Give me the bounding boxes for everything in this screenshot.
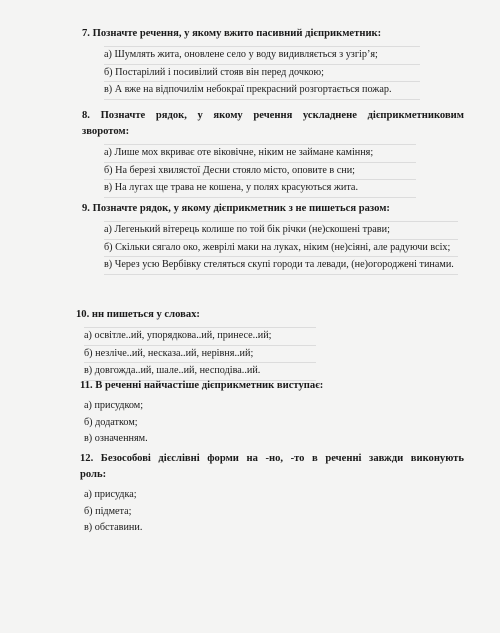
answer-options <box>104 144 416 198</box>
question-title-line1: 8. Позначте рядок, у якому речення ускладнене дієприкметниковим <box>82 110 464 121</box>
answer-option: а) Шумлять жита, оновлене село у воду видивляється з узгір’я; <box>104 47 420 65</box>
answer-option: а) присудка; <box>84 489 137 500</box>
answer-option: в) обставини. <box>84 522 143 533</box>
answer-option: а) Легенький вітерець колише по той бік річки (не)скошені трави; <box>104 222 458 240</box>
question-9 <box>0 201 500 275</box>
answer-options <box>84 398 284 448</box>
answer-option: в) означенням. <box>84 433 148 444</box>
question-title-line2: роль: <box>80 469 107 480</box>
question-12 <box>0 451 500 537</box>
answer-option: б) Постарілий і посивілий стояв він перед дочкою; <box>104 65 420 83</box>
question-7 <box>0 26 500 100</box>
question-title-line2: зворотом: <box>82 126 130 137</box>
answer-options <box>84 487 284 537</box>
answer-option: а) присудком; <box>84 400 144 411</box>
answer-options <box>104 46 420 100</box>
answer-options <box>84 327 316 381</box>
answer-option: б) Скільки сягало око, жеврілі маки на луках, ніким (не)сіяні, але радуючи всіх; <box>104 240 458 258</box>
answer-option: б) додатком; <box>84 416 138 428</box>
answer-option: в) На лугах ще трава не кошена, у полях красуються жита. <box>104 182 358 193</box>
question-8 <box>0 108 500 198</box>
answer-option: б) підмета; <box>84 505 132 517</box>
answer-option: а) освітле..ий, упорядкова..ий, принесе..ий; <box>84 328 316 346</box>
question-title: 7. Позначте речення, у якому вжито пасивний дієприкметник: <box>82 28 382 39</box>
answer-option: в) Через усю Вербівку стеляться скупі городи та левади, (не)огороджені тинами. <box>104 259 454 270</box>
question-title: 9. Позначте рядок, у якому дієприкметник з не пишеться разом: <box>82 203 390 214</box>
question-title-line1: 12. Безособові дієслівні форми на -но, -то в реченні завжди виконують <box>80 453 464 464</box>
answer-option: в) А вже на відпочилім небокраї прекрасний розгортається пожар. <box>104 84 392 95</box>
answer-option: а) Лише мох вкриває оте віковічне, ніким не займане каміння; <box>104 145 416 163</box>
question-11 <box>0 378 500 448</box>
answer-option: б) На березі хвилястої Десни стояло місто, оповите в сни; <box>104 163 416 181</box>
answer-options <box>104 221 458 275</box>
answer-option: б) незліче..ий, несказа..ий, нерівня..ий; <box>84 346 316 364</box>
question-10 <box>0 307 500 381</box>
question-title: 10. нн пишеться у словах: <box>76 309 200 320</box>
answer-option: в) довгожда..ий, шале..ий, несподіва..ий. <box>84 365 261 376</box>
question-title: 11. В реченні найчастіше дієприкметник виступає: <box>80 380 324 391</box>
